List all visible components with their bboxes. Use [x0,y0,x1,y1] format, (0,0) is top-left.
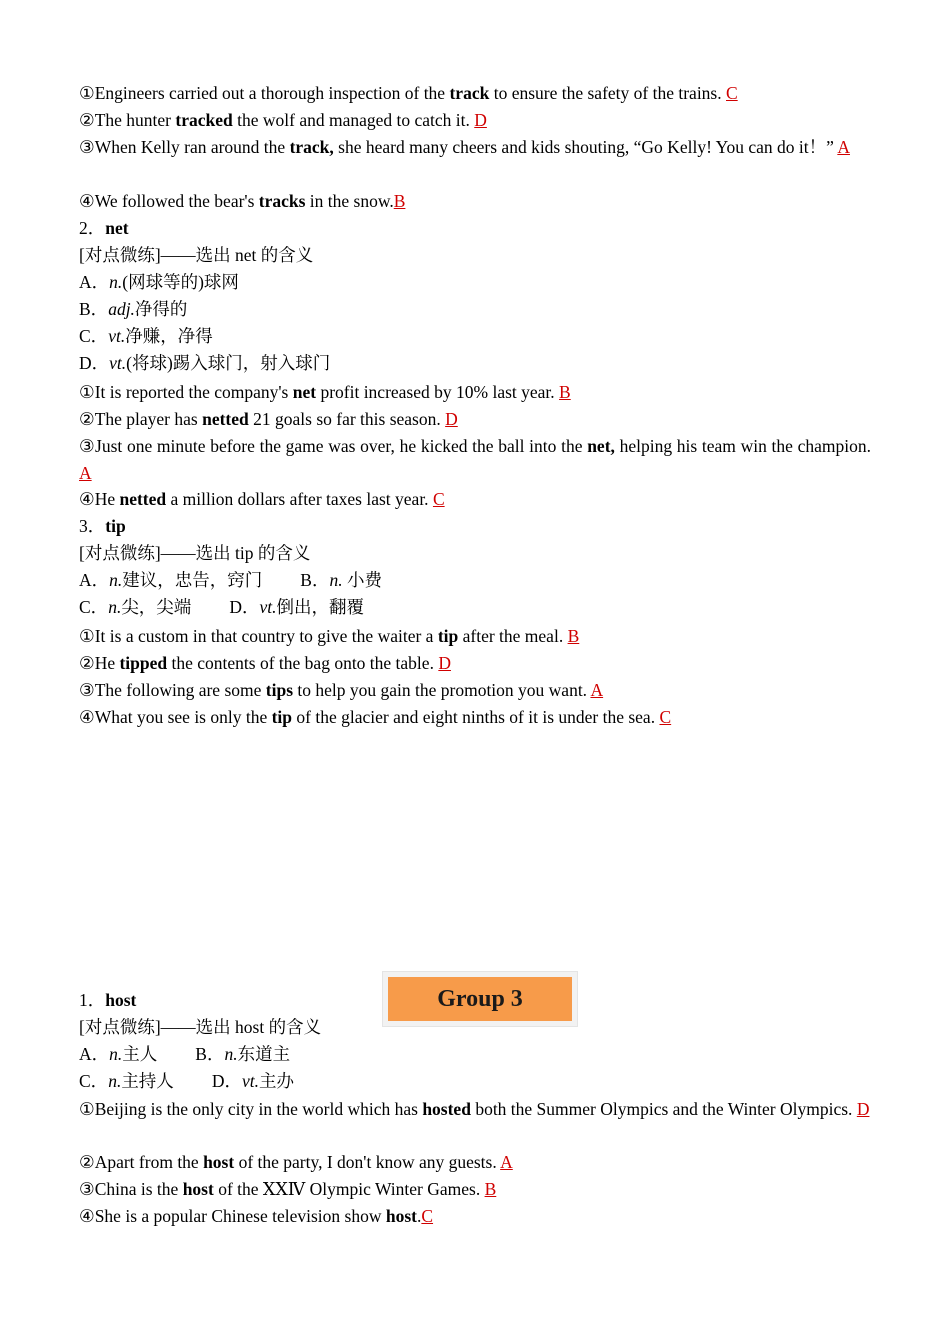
tip-options-ab: A．n.建议，忠告，窍门 B．n. 小费 [79,570,382,590]
net-option-a: A．n.(网球等的)球网 [79,272,239,292]
track-sentence-1: ①Engineers carried out a thorough inspection of the track to ensure the safety of the trains. C [79,83,738,103]
tip-sentence-3: ③The following are some tips to help you gain the promotion you want. A [79,680,604,700]
answer-link[interactable]: D [474,110,487,130]
host-options-cd: C．n.主持人 D．vt.主办 [79,1071,294,1091]
answer-link[interactable]: D [438,653,451,673]
answer-link[interactable]: C [659,707,672,727]
answer-link[interactable]: A [79,463,92,483]
tip-sentence-2: ②He tipped the contents of the bag onto the table. D [79,653,451,673]
answer-link[interactable]: A [837,137,850,157]
net-sentence-2: ②The player has netted 21 goals so far this season. D [79,409,458,429]
host-options-ab: A．n.主人 B．n.东道主 [79,1044,291,1064]
group-3-title: Group 3 [388,977,572,1021]
net-sentence-4: ④He netted a million dollars after taxes last year. C [79,489,445,509]
answer-link[interactable]: B [567,626,580,646]
tip-sentence-1: ①It is a custom in that country to give the waiter a tip after the meal. B [79,626,580,646]
net-option-c: C．vt.净赚，净得 [79,326,213,346]
practice-label: [对点微练]——选出 tip 的含义 [79,543,311,563]
word-heading-host: 1．host [79,990,137,1010]
practice-label: [对点微练]——选出 net 的含义 [79,245,314,265]
tip-options-cd: C．n.尖，尖端 D．vt.倒出，翻覆 [79,597,364,617]
track-sentence-4: ④We followed the bear's tracks in the snow.B [79,191,406,211]
word-heading-net: 2．net [79,218,129,238]
net-sentence-1: ①It is reported the company's net profit increased by 10% last year. B [79,382,571,402]
host-sentence-4: ④She is a popular Chinese television show host.C [79,1206,434,1226]
answer-link[interactable]: D [445,409,458,429]
answer-link[interactable]: C [726,83,738,103]
net-option-b: B．adj.净得的 [79,299,188,319]
practice-label: [对点微练]——选出 host 的含义 [79,1017,322,1037]
net-sentence-3: ③Just one minute before the game was over, he kicked the ball into the net, helping his team win the champion. A [79,436,871,483]
word-heading-tip: 3．tip [79,516,126,536]
answer-link[interactable]: C [432,489,445,509]
answer-link[interactable]: B [484,1179,497,1199]
track-sentence-2: ②The hunter tracked the wolf and managed to catch it. D [79,110,487,130]
answer-link[interactable]: D [856,1099,870,1119]
tip-sentence-4: ④What you see is only the tip of the glacier and eight ninths of it is under the sea. C [79,707,672,727]
track-sentence-3: ③When Kelly ran around the track, she heard many cheers and kids shouting, “Go Kelly! You can do it！” A [79,137,850,157]
host-sentence-2: ②Apart from the host of the party, I don't know any guests. A [79,1152,513,1172]
net-option-d: D．vt.(将球)踢入球门，射入球门 [79,353,331,373]
answer-link[interactable]: B [393,191,406,211]
host-sentence-1: ①Beijing is the only city in the world which has hosted both the Summer Olympics and the Winter Olympics. D [79,1099,870,1119]
answer-link[interactable]: B [559,382,571,402]
answer-link[interactable]: C [421,1206,434,1226]
answer-link[interactable]: A [590,680,604,700]
host-sentence-3: ③China is the host of the ⅩⅩⅣ Olympic Winter Games. B [79,1179,497,1199]
answer-link[interactable]: A [500,1152,513,1172]
